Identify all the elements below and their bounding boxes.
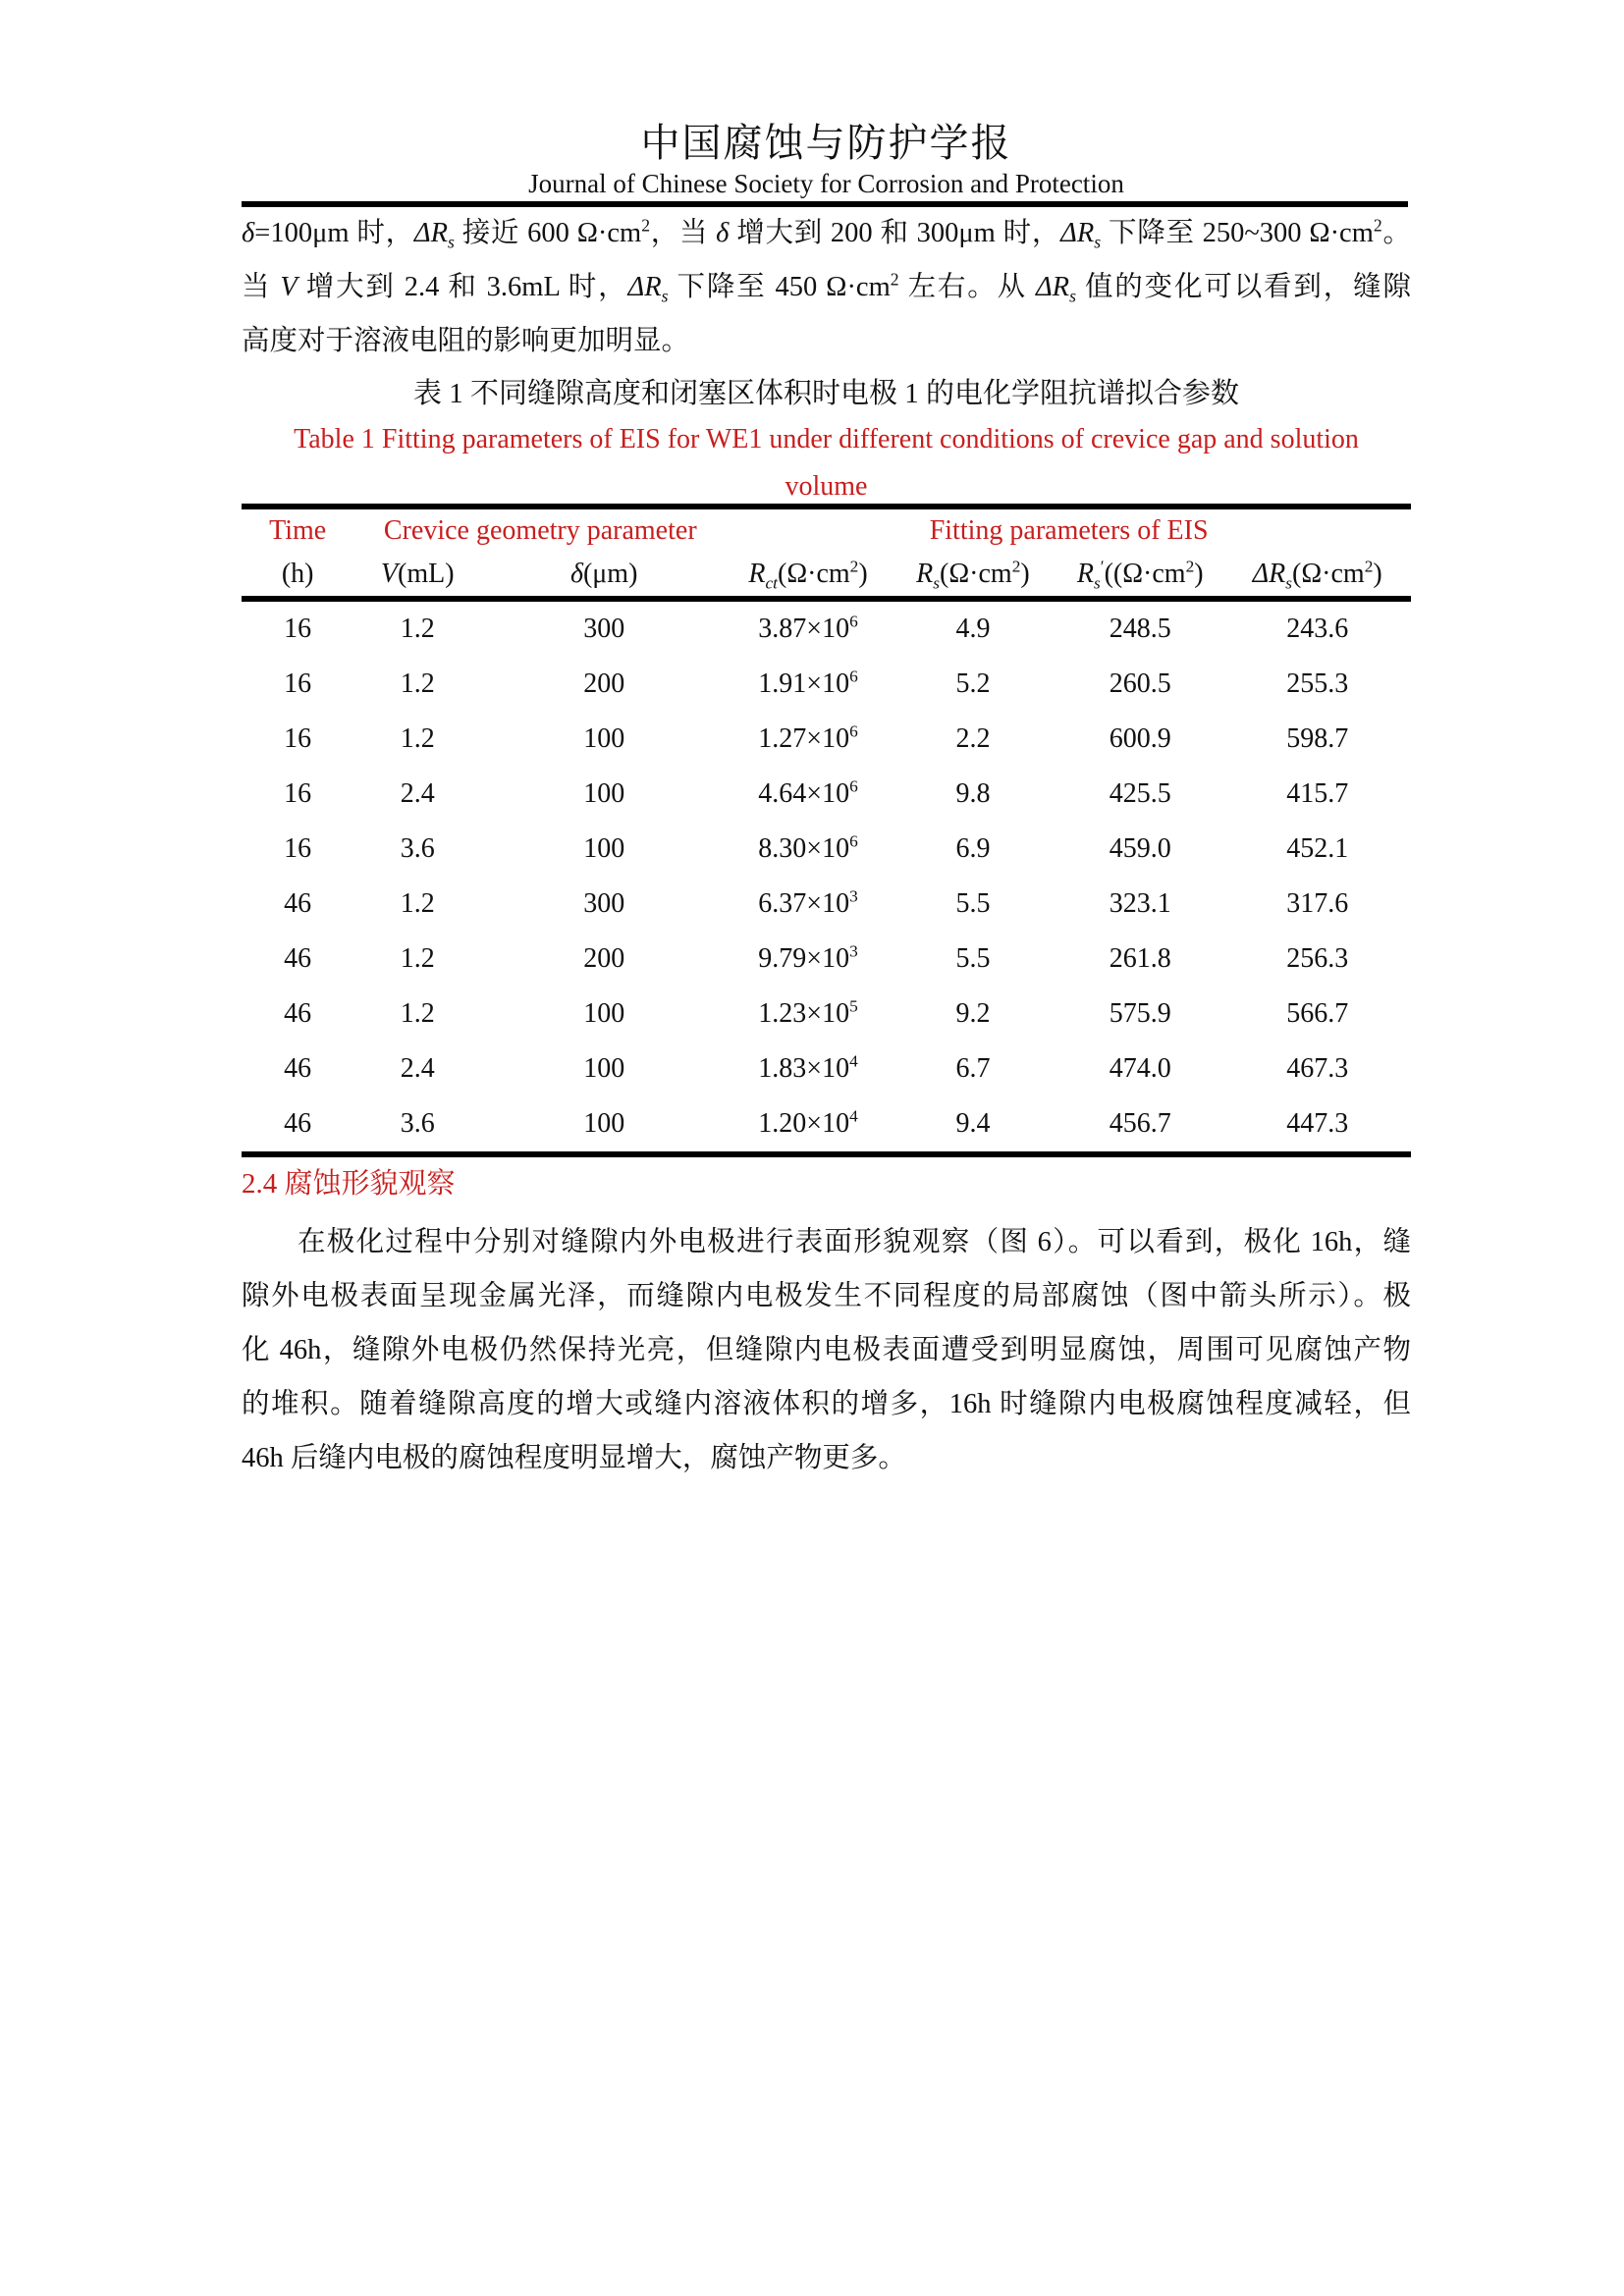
table-cell: 9.4 <box>955 1108 991 1139</box>
table-caption-en-line2: volume <box>785 471 868 502</box>
col-header-gap: δ(μm) <box>481 553 727 599</box>
table-row <box>242 657 1411 712</box>
table-row <box>242 712 1411 767</box>
table-cell: 100 <box>583 1108 625 1139</box>
table-cell: 456.7 <box>1109 1108 1171 1139</box>
table-cell: 248.5 <box>1109 614 1171 644</box>
journal-title-cn: 中国腐蚀与防护学报 <box>640 121 1012 165</box>
table-row <box>242 599 1411 657</box>
table-cell: 5.5 <box>955 943 991 974</box>
text-line: δ=100μm 时，$\Delta R_s$ 接近 600 $\Omega\cdot cm^2$，当 δ 增大到 200 和 300μm 时，$\Delta R_s$ 下降至 250~300 $\Omega\cdot cm^2$。 <box>242 215 1411 252</box>
table-group-header-row <box>242 507 1411 553</box>
table-cell: $4.64\times 10^6$ <box>758 776 858 809</box>
table-cell: $6.37\times 10^3$ <box>758 886 858 919</box>
table-caption-en <box>242 416 1411 510</box>
table-cell: 9.2 <box>955 998 991 1029</box>
table-cell: 598.7 <box>1286 723 1349 754</box>
table-cell: $1.23\times 10^5$ <box>758 996 858 1029</box>
journal-title-en: Journal of Chinese Society for Corrosion and Protection <box>528 169 1124 198</box>
table-cell: 46 <box>284 943 312 974</box>
table-caption-cn: 表 1 不同缝隙高度和闭塞区体积时电极 1 的电化学阻抗谱拟合参数 <box>412 378 1239 409</box>
col-group-time: Time <box>269 515 327 546</box>
table-cell: 1.2 <box>400 614 435 644</box>
table-cell: 3.6 <box>400 1108 435 1139</box>
table-body <box>242 599 1411 1154</box>
table-cell: 46 <box>284 1108 312 1139</box>
table-row <box>242 767 1411 822</box>
table-row <box>242 987 1411 1041</box>
table-cell: 16 <box>284 833 312 864</box>
table-cell: 100 <box>583 833 625 864</box>
table-cell: 2.2 <box>955 723 991 754</box>
col-header-rs: $R_s(\Omega\cdot cm^2)$ <box>890 553 1056 599</box>
eis-fitting-table <box>242 504 1411 1157</box>
text-line: 的堆积。随着缝隙高度的增大或缝内溶液体积的增多，16h 时缝隙内电极腐蚀程度减轻，但 <box>242 1389 1411 1419</box>
table-cell: $9.79\times 10^3$ <box>758 941 858 974</box>
table-cell: 467.3 <box>1286 1053 1349 1084</box>
table-cell: 452.1 <box>1286 833 1349 864</box>
table-cell: 1.2 <box>400 723 435 754</box>
table-cell: 100 <box>583 998 625 1029</box>
table-cell: 575.9 <box>1109 998 1171 1029</box>
table-cell: 9.8 <box>955 778 991 809</box>
col-header-delta-rs: $\Delta R_s(\Omega\cdot cm^2)$ <box>1223 553 1411 599</box>
table-cell: 16 <box>284 778 312 809</box>
text-line: 隙外电极表面呈现金属光泽，而缝隙内电极发生不同程度的局部腐蚀（图中箭头所示）。极 <box>242 1281 1411 1311</box>
col-header-volume: V(mL) <box>353 553 481 599</box>
table-cell: 5.2 <box>955 668 991 699</box>
table-caption-en-line1: Table 1 Fitting parameters of EIS for WE1 under different conditions of crevice gap and solution <box>294 424 1359 454</box>
text-line: 化 46h，缝隙外电极仍然保持光亮，但缝隙内电极表面遭受到明显腐蚀，周围可见腐蚀产物 <box>242 1335 1411 1365</box>
table-cell: 260.5 <box>1109 668 1171 699</box>
table-cell: $3.87\times 10^6$ <box>758 612 858 644</box>
text-line: 当 V 增大到 2.4 和 3.6mL 时，$\Delta R_s$ 下降至 450 $\Omega\cdot cm^2$ 左右。从 $\Delta R_s$ 值的变化可以看到，缝隙 <box>242 269 1411 306</box>
table-cell: 323.1 <box>1109 888 1171 919</box>
table-cell: 2.4 <box>400 778 435 809</box>
table-row <box>242 1096 1411 1154</box>
section-heading-2-4: 2.4 腐蚀形貌观察 <box>242 1168 456 1200</box>
table-cell: 200 <box>583 668 625 699</box>
table-cell: 6.9 <box>955 833 991 864</box>
table-cell: $1.27\times 10^6$ <box>758 721 858 754</box>
table-cell: 255.3 <box>1286 668 1349 699</box>
table-cell: 1.2 <box>400 888 435 919</box>
table-cell: 4.9 <box>955 614 991 644</box>
table-cell: 474.0 <box>1109 1053 1171 1084</box>
table-cell: $8.30\times 10^6$ <box>758 831 858 864</box>
table-cell: 317.6 <box>1286 888 1349 919</box>
table-cell: 256.3 <box>1286 943 1349 974</box>
text-line: 46h 后缝内电极的腐蚀程度明显增大，腐蚀产物更多。 <box>242 1443 906 1473</box>
table-cell: 5.5 <box>955 888 991 919</box>
table-cell: 16 <box>284 614 312 644</box>
table-row <box>242 877 1411 932</box>
table-cell: 16 <box>284 723 312 754</box>
table-cell: 1.2 <box>400 943 435 974</box>
table-cell: 300 <box>583 888 625 919</box>
text-line: 在极化过程中分别对缝隙内外电极进行表面形貌观察（图 6）。可以看到，极化 16h，缝 <box>298 1227 1411 1257</box>
paragraph-1 <box>242 206 1411 368</box>
table-cell: 261.8 <box>1109 943 1171 974</box>
paragraph-2 <box>242 1215 1411 1485</box>
table-cell: 3.6 <box>400 833 435 864</box>
table-cell: 600.9 <box>1109 723 1171 754</box>
table-cell: 46 <box>284 998 312 1029</box>
text-line: 高度对于溶液电阻的影响更加明显。 <box>242 326 690 356</box>
table-cell: 100 <box>583 723 625 754</box>
table-cell: $1.20\times 10^4$ <box>758 1106 858 1139</box>
col-group-crevice-geometry: Crevice geometry parameter <box>383 515 697 546</box>
col-header-rs-prime: $R_s'((\Omega\cdot cm^2)$ <box>1056 553 1223 599</box>
table-cell: 6.7 <box>955 1053 991 1084</box>
table-cell: 415.7 <box>1286 778 1349 809</box>
col-header-time-h: (h) <box>242 553 353 599</box>
table-cell: 459.0 <box>1109 833 1171 864</box>
table-row <box>242 932 1411 987</box>
table-cell: $1.83\times 10^4$ <box>758 1051 858 1084</box>
table-cell: 1.2 <box>400 668 435 699</box>
table-row <box>242 1041 1411 1096</box>
col-header-rct: $R_{ct}(\Omega\cdot cm^2)$ <box>727 553 890 599</box>
table-cell: 2.4 <box>400 1053 435 1084</box>
table-cell: 243.6 <box>1286 614 1349 644</box>
table-cell: 1.2 <box>400 998 435 1029</box>
table-row <box>242 822 1411 877</box>
col-group-fitting-parameters: Fitting parameters of EIS <box>929 515 1209 546</box>
table-cell: 16 <box>284 668 312 699</box>
table-units-header-row <box>242 553 1411 599</box>
table-cell: 100 <box>583 1053 625 1084</box>
table-cell: 200 <box>583 943 625 974</box>
table-cell: 425.5 <box>1109 778 1171 809</box>
table-cell: 447.3 <box>1286 1108 1349 1139</box>
table-cell: 46 <box>284 888 312 919</box>
table-cell: 46 <box>284 1053 312 1084</box>
table-cell: 100 <box>583 778 625 809</box>
table-cell: 566.7 <box>1286 998 1349 1029</box>
table-cell: 300 <box>583 614 625 644</box>
table-cell: $1.91\times 10^6$ <box>758 667 858 699</box>
